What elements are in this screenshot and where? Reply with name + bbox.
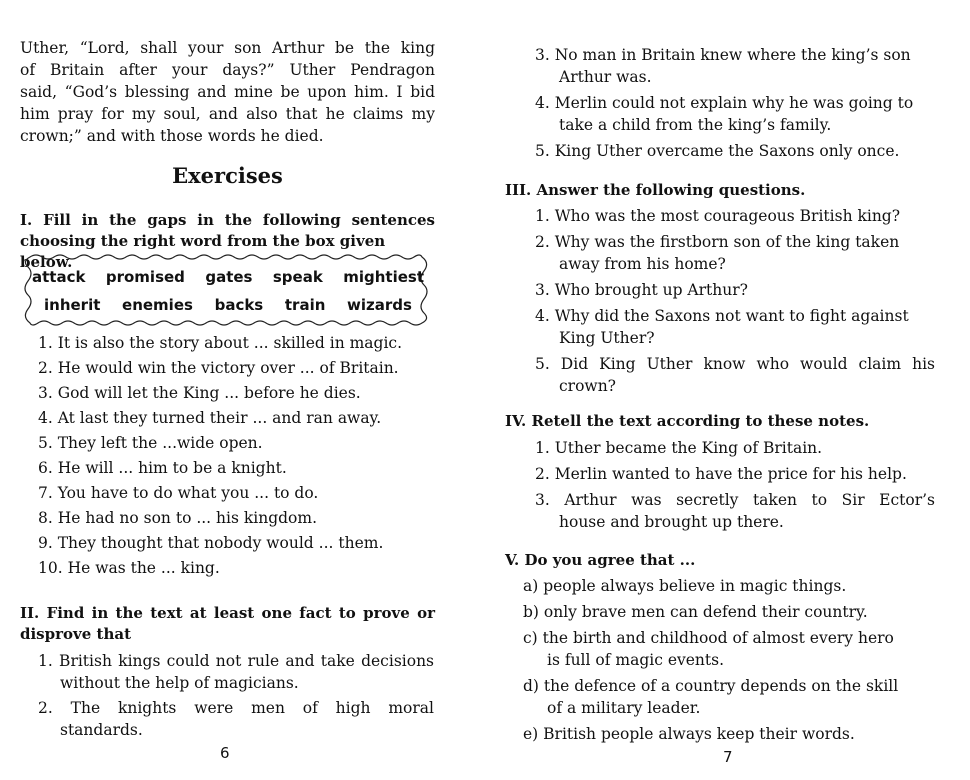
list-item-continuation: away from his home? <box>559 255 726 273</box>
box-word: speak <box>272 268 323 286</box>
section-2-heading <box>20 603 435 645</box>
list-item: 5. Did King Uther know who would claim his <box>535 355 935 373</box>
left-page <box>20 0 435 780</box>
list-item-continuation: is full of magic events. <box>547 651 725 669</box>
list-item: 3. No man in Britain knew where the king’s son <box>535 46 911 64</box>
intro-line: him pray for my soul, and also that he claims my <box>20 105 435 123</box>
list-item: e) British people always keep their words. <box>523 725 855 743</box>
list-item: 5. They left the ...wide open. <box>38 434 263 452</box>
section-5-list <box>523 575 935 745</box>
list-item: 1. British kings could not rule and take decisions <box>38 652 434 670</box>
list-item: 3. God will let the King ... before he dies. <box>38 384 361 402</box>
list-item-continuation: Arthur was. <box>559 68 652 86</box>
list-item-continuation: of a military leader. <box>547 699 701 717</box>
box-word: backs <box>214 296 264 314</box>
list-item: 4. Why did the Saxons not want to fight against <box>535 307 909 325</box>
heading-line: choosing the right word from the box given below. <box>20 232 386 271</box>
list-item: 2. The knights were men of high moral <box>38 699 434 717</box>
list-item: 9. They thought that nobody would ... them. <box>38 534 384 552</box>
list-item: 10. He was the ... king. <box>38 559 220 577</box>
list-item: a) people always believe in magic things. <box>523 577 847 595</box>
section-4-list <box>535 437 935 533</box>
box-word: enemies <box>122 296 193 314</box>
section-4-heading: IV. Retell the text according to these notes. <box>505 412 870 430</box>
section-3-list <box>535 205 935 397</box>
intro-line: crown;” and with those words he died. <box>20 127 324 145</box>
list-item: 1. Who was the most courageous British king? <box>535 207 901 225</box>
list-item: d) the defence of a country depends on the skill <box>523 677 899 695</box>
box-row-2 <box>44 296 412 314</box>
intro-line: of Britain after your days?” Uther Pendragon <box>20 61 435 79</box>
heading-line: disprove that <box>20 625 131 643</box>
heading-line: I. Fill in the gaps in the following sentences <box>20 211 435 229</box>
list-item: c) the birth and childhood of almost every hero <box>523 629 894 647</box>
list-item: 2. Merlin wanted to have the price for his help. <box>535 465 907 483</box>
list-item: 3. Who brought up Arthur? <box>535 281 748 299</box>
list-item: 1. Uther became the King of Britain. <box>535 439 823 457</box>
list-item: 1. It is also the story about ... skilled in magic. <box>38 334 403 352</box>
box-word: mightiest <box>343 268 424 286</box>
intro-paragraph <box>20 37 435 147</box>
exercises-title: Exercises <box>172 163 283 188</box>
box-word: inherit <box>44 296 101 314</box>
section-5-heading: V. Do you agree that ... <box>505 551 696 569</box>
box-word: gates <box>205 268 253 286</box>
section-3-heading: III. Answer the following questions. <box>505 181 806 199</box>
right-page <box>505 0 935 780</box>
section-1-list <box>38 332 438 582</box>
intro-line: said, “God’s blessing and mine be upon him. I bid <box>20 83 435 101</box>
list-item: 5. King Uther overcame the Saxons only once. <box>535 142 900 160</box>
heading-line: II. Find in the text at least one fact to prove or <box>20 604 435 622</box>
word-box <box>22 253 430 327</box>
page-number: 7 <box>723 748 733 766</box>
list-item: 6. He will ... him to be a knight. <box>38 459 287 477</box>
continued-list <box>535 44 935 162</box>
list-item: 2. Why was the firstborn son of the king taken <box>535 233 900 251</box>
box-word: attack <box>32 268 86 286</box>
list-item-continuation: crown? <box>559 377 616 395</box>
list-item-continuation: take a child from the king’s family. <box>559 116 832 134</box>
list-item-continuation: standards. <box>60 721 143 739</box>
list-item: 4. At last they turned their ... and ran away. <box>38 409 382 427</box>
list-item: b) only brave men can defend their country. <box>523 603 868 621</box>
list-item-continuation: without the help of magicians. <box>60 674 299 692</box>
section-2-list <box>38 650 434 741</box>
box-word: promised <box>105 268 185 286</box>
list-item-continuation: King Uther? <box>559 329 655 347</box>
list-item: 7. You have to do what you ... to do. <box>38 484 319 502</box>
page-number: 6 <box>220 744 230 762</box>
list-item: 2. He would win the victory over ... of Britain. <box>38 359 399 377</box>
box-word: wizards <box>347 296 412 314</box>
box-row-1 <box>32 268 424 286</box>
list-item: 8. He had no son to ... his kingdom. <box>38 509 317 527</box>
list-item: 3. Arthur was secretly taken to Sir Ector’s <box>535 491 935 509</box>
box-word: train <box>284 296 326 314</box>
intro-line: Uther, “Lord, shall your son Arthur be the king <box>20 39 435 57</box>
list-item-continuation: house and brought up there. <box>559 513 784 531</box>
list-item: 4. Merlin could not explain why he was going to <box>535 94 914 112</box>
wavy-box-border <box>22 253 430 327</box>
